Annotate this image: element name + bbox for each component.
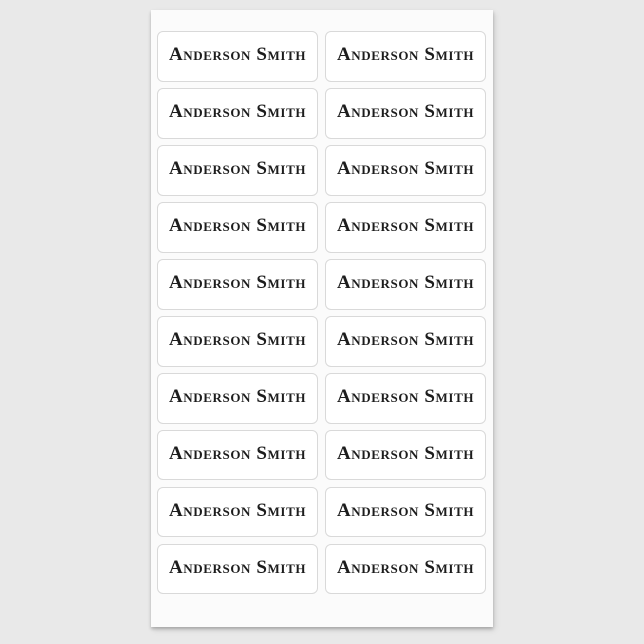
label-grid bbox=[157, 31, 486, 594]
name-label-text: Anderson Smith bbox=[168, 386, 307, 408]
name-label bbox=[325, 544, 486, 595]
name-label-text: Anderson Smith bbox=[336, 215, 475, 237]
name-label bbox=[157, 487, 318, 538]
name-label-text: Anderson Smith bbox=[168, 557, 307, 579]
name-label bbox=[325, 88, 486, 139]
name-label bbox=[325, 202, 486, 253]
name-label-text: Anderson Smith bbox=[336, 557, 475, 579]
label-sheet bbox=[151, 10, 493, 627]
name-label-text: Anderson Smith bbox=[336, 272, 475, 294]
name-label bbox=[157, 31, 318, 82]
name-label bbox=[157, 259, 318, 310]
name-label bbox=[157, 544, 318, 595]
name-label bbox=[157, 88, 318, 139]
name-label bbox=[157, 373, 318, 424]
name-label-text: Anderson Smith bbox=[336, 44, 475, 66]
name-label bbox=[157, 145, 318, 196]
name-label-text: Anderson Smith bbox=[336, 329, 475, 351]
name-label bbox=[325, 31, 486, 82]
name-label-text: Anderson Smith bbox=[336, 500, 475, 522]
name-label bbox=[325, 373, 486, 424]
name-label-text: Anderson Smith bbox=[168, 101, 307, 123]
name-label bbox=[157, 316, 318, 367]
name-label-text: Anderson Smith bbox=[168, 158, 307, 180]
name-label bbox=[325, 145, 486, 196]
name-label-text: Anderson Smith bbox=[336, 443, 475, 465]
name-label bbox=[325, 430, 486, 481]
name-label bbox=[157, 430, 318, 481]
name-label-text: Anderson Smith bbox=[336, 386, 475, 408]
name-label-text: Anderson Smith bbox=[168, 500, 307, 522]
name-label-text: Anderson Smith bbox=[168, 44, 307, 66]
name-label bbox=[325, 487, 486, 538]
name-label-text: Anderson Smith bbox=[168, 443, 307, 465]
name-label bbox=[157, 202, 318, 253]
name-label-text: Anderson Smith bbox=[168, 272, 307, 294]
name-label-text: Anderson Smith bbox=[168, 329, 307, 351]
name-label-text: Anderson Smith bbox=[168, 215, 307, 237]
name-label bbox=[325, 316, 486, 367]
name-label bbox=[325, 259, 486, 310]
name-label-text: Anderson Smith bbox=[336, 101, 475, 123]
name-label-text: Anderson Smith bbox=[336, 158, 475, 180]
